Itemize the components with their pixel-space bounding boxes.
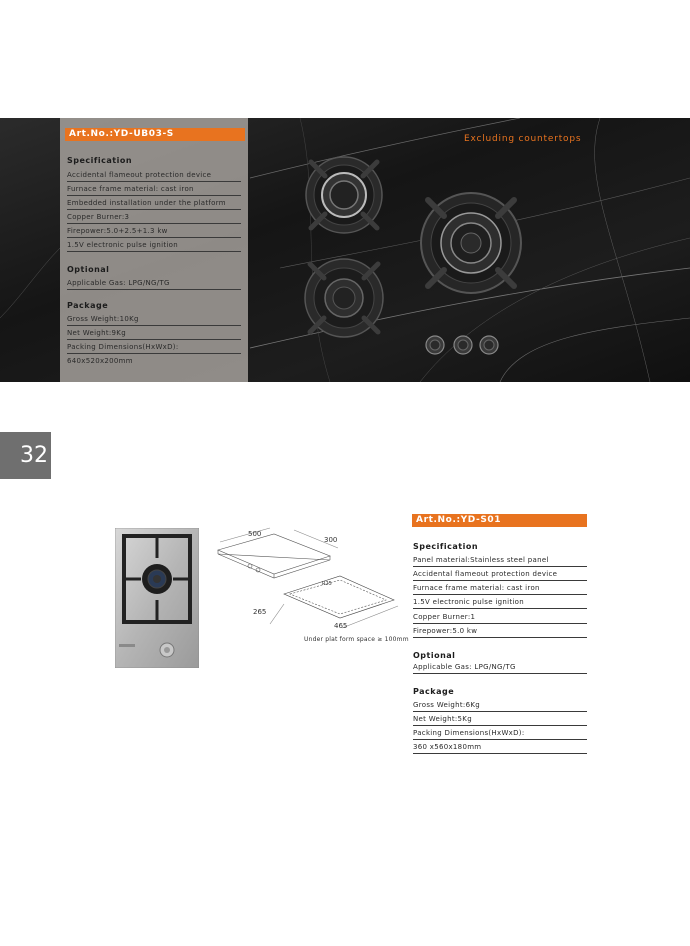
page-number: 32: [0, 432, 51, 479]
spec-item: Accidental flameout protection device: [413, 569, 587, 581]
optional-item: Applicable Gas: LPG/NG/TG: [413, 662, 587, 674]
control-knob: [453, 335, 473, 355]
spec-item: Furnace frame material: cast iron: [67, 184, 241, 196]
dimension-label: 300: [324, 536, 338, 544]
package-heading: Package: [413, 687, 455, 696]
optional-heading: Optional: [413, 651, 456, 660]
dimension-label: R25: [322, 581, 332, 587]
spec-item: Copper Burner:3: [67, 212, 241, 224]
domino-hob-photo: [115, 528, 199, 668]
spec-item: Firepower:5.0 kw: [413, 626, 587, 638]
product-banner: [0, 118, 690, 382]
package-item: 360 x560x180mm: [413, 742, 587, 754]
spec-panel: [60, 118, 248, 382]
spec-item: 1.5V electronic pulse ignition: [67, 240, 241, 252]
product-spec-block: [412, 514, 588, 764]
package-item: Gross Weight:10Kg: [67, 314, 241, 326]
art-number-label: Art.No.:YD-S01: [412, 514, 587, 527]
spec-item: Accidental flameout protection device: [67, 170, 241, 182]
spec-item: Firepower:5.0+2.5+1.3 kw: [67, 226, 241, 238]
package-heading: Package: [67, 301, 109, 310]
art-number-label: Art.No.:YD-UB03-S: [65, 128, 245, 141]
dimension-label: 265: [253, 608, 267, 616]
control-knob: [479, 335, 499, 355]
package-item: Packing Dimensions(HxWxD):: [413, 728, 587, 740]
control-knob: [425, 335, 445, 355]
optional-item: Applicable Gas: LPG/NG/TG: [67, 278, 241, 290]
optional-heading: Optional: [67, 265, 110, 274]
package-item: 640x520x200mm: [67, 357, 133, 365]
spec-item: Panel material:Stainless steel panel: [413, 555, 587, 567]
burner-bottom-left: [302, 256, 386, 340]
burner-top-left: [303, 154, 385, 236]
excluding-countertops-label: Excluding countertops: [464, 134, 582, 144]
spec-item: Copper Burner:1: [413, 612, 587, 624]
package-item: Net Weight:5Kg: [413, 714, 587, 726]
spec-item: Embedded installation under the platform: [67, 198, 241, 210]
dimension-label: 465: [334, 622, 348, 630]
package-item: Gross Weight:6Kg: [413, 700, 587, 712]
spec-heading: Specification: [413, 542, 479, 551]
spec-heading: Specification: [67, 156, 133, 165]
package-item: Packing Dimensions(HxWxD):: [67, 342, 241, 354]
install-note: Under plat form space ≥ 100mm: [304, 636, 409, 643]
dimension-label: 500: [248, 530, 262, 538]
package-item: Net Weight:9Kg: [67, 328, 241, 340]
burner-wok: [418, 190, 524, 296]
spec-item: 1.5V electronic pulse ignition: [413, 597, 587, 609]
spec-item: Furnace frame material: cast iron: [413, 583, 587, 595]
